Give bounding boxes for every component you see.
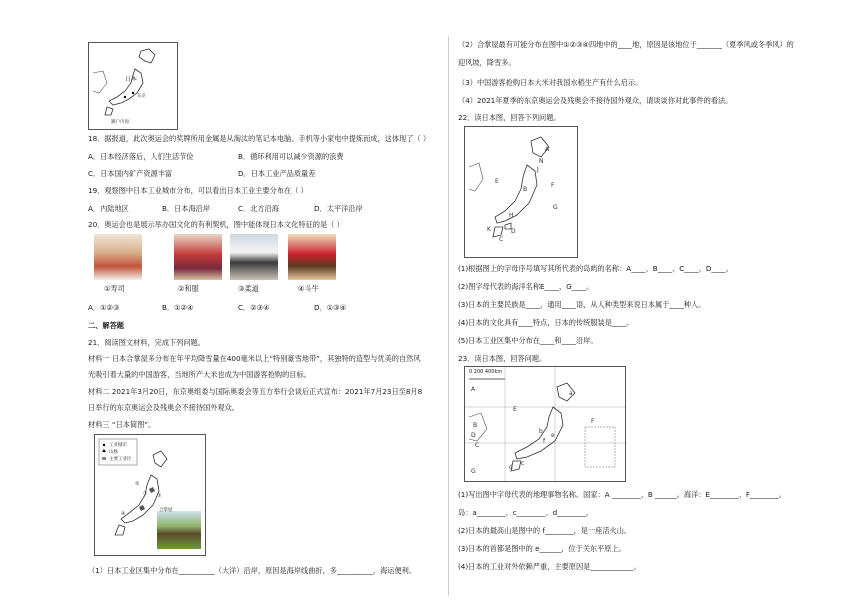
bullfight-photo	[288, 234, 336, 280]
q19-option-a: A．内陆地区	[88, 204, 129, 213]
legend-industrial-zone: 主要工业区	[109, 457, 132, 462]
q23-label-e-city: e	[551, 432, 555, 439]
legend-industrial-city: 工业城市	[109, 443, 127, 448]
q18-option-b: B．循环利用可以减少资源的浪费	[238, 152, 344, 161]
q19-option-d: D．太平洋沿岸	[314, 204, 363, 213]
q23-label-d-island: d	[509, 464, 513, 471]
q23-stem: 23．读日本图，回答问题。	[458, 354, 547, 363]
q21-part3: （3）中国游客抢购日本大米对我国水稻生产有什么启示。	[458, 78, 643, 87]
q23-label-b: B	[473, 422, 478, 429]
q22-label-e: E	[495, 178, 499, 185]
caption-kimono: ②和服	[178, 284, 199, 293]
q20-option-c: C．②③④	[238, 303, 270, 312]
q23-scale-bar: 0 200 400km	[469, 369, 503, 375]
q23-label-c: C	[475, 442, 480, 449]
japan-sketch-map	[94, 434, 206, 556]
q18-option-c: C．日本国内矿产资源丰富	[88, 169, 173, 178]
q23-part1-line2: 岛：a________、c________、d________。	[458, 508, 594, 517]
q22-label-h: H	[509, 212, 514, 219]
q23-label-b-island: b	[539, 428, 543, 435]
q21-part2-line2: 迎风坡，降雪多。	[458, 58, 516, 67]
judo-photo	[230, 234, 278, 280]
q22-label-n: N	[539, 158, 544, 165]
q18-stem: 18．据报道，此次奥运会的奖牌所用金属是从淘汰的笔记本电脑、手机等小家电中提炼而成，这体现了（ ）	[88, 134, 431, 143]
q23-label-e: E	[513, 406, 517, 413]
q22-label-d: D	[511, 228, 516, 235]
q22-label-k: K	[487, 226, 491, 233]
q21-material3: 材料三 “日本简图”。	[88, 420, 156, 429]
q20-option-a: A．①②③	[88, 303, 120, 312]
section-heading: 二、解答题	[88, 321, 124, 330]
q22-part3: (3)日本的主要民族是____，通用____语，从人种类型来说日本属于____种人。	[458, 300, 706, 309]
q21-stem: 21．阅读图文材料，完成下列问题。	[88, 338, 205, 347]
q23-label-c-island: c	[521, 460, 525, 467]
q22-part2: (2)图字母代表的海洋名称E____、G____。	[458, 282, 594, 291]
q21-material2-line2: 日举行的东京奥运会及残奥会不接待国外观众。	[88, 403, 239, 412]
q21-material1-line2: 光吸引着大量的中国游客，当地所产大米也成为中国游客抢购的目标。	[88, 370, 311, 379]
q23-part3: (3)日本的首都是图中的 e______，位于关东平原上。	[458, 544, 626, 553]
sushi-photo	[94, 234, 142, 280]
japan-map-q23	[464, 366, 626, 482]
q21-part1: （1）日本工业区集中分布在__________（大洋）沿岸，原因是海岸线曲折，多__________，海运便利。	[88, 566, 417, 575]
svg-text:②: ②	[135, 481, 140, 487]
caption-bullfight: ④斗牛	[298, 284, 319, 293]
q22-label-g: G	[553, 204, 558, 211]
japan-map-q22	[464, 126, 578, 258]
q18-option-a: A．日本经济落后，人们生活节俭	[88, 152, 194, 161]
q22-part4: (4)日本的文化具有____特点，日本的传统服装是____。	[458, 318, 634, 327]
q21-material1-line1: 材料一 日本合掌屋多分布在年平均降雪量在400毫米以上“特别豪雪地带”，其独特的造型与优美的自然风	[88, 354, 421, 363]
japan-outline-map-small	[88, 42, 178, 130]
q23-part4: (4)日本的工业对外依赖严重，主要原因是____________。	[458, 562, 641, 571]
q23-label-d: D	[471, 432, 476, 439]
q22-label-a: A	[545, 146, 550, 153]
q21-part4: （4）2021年夏季的东京奥运会及残奥会不接待国外观众，请谈谈你对此事件的看法。	[458, 96, 733, 105]
q21-part2-line1: （2）合掌屋最有可能分布在图中①②③④四地中的____地，原因是该地位于_______（夏季风或冬季风）的	[458, 40, 794, 49]
q22-stem: 22．读日本图，回答下列问题。	[458, 113, 561, 122]
q21-material2-line1: 材料二 2021年3月20日，东京奥组委与国际奥委会等五方举行会谈后正式宣布：2021年7月23日至8月8	[88, 387, 423, 396]
q22-part1: (1)根据图上的字母序号填写其所代表的岛屿的名称：A____、B____、C____、D____。	[458, 264, 733, 273]
q23-part2: (2)日本的最高山是图中的 f________，是一座活火山。	[458, 526, 632, 535]
caption-judo: ③柔道	[238, 284, 259, 293]
q22-label-b: B	[523, 186, 528, 193]
q23-label-a-island: a	[569, 390, 573, 397]
q20-stem: 20．奥运会也是展示举办国文化的有利契机，图中能体现日本文化特征的是（ ）	[88, 220, 344, 229]
q23-label-a: A	[471, 386, 476, 393]
gassho-house-photo	[157, 511, 201, 549]
q23-label-f-ocean: F	[591, 418, 595, 425]
map-label-seto: 濑户内海	[111, 120, 129, 125]
kimono-photo	[174, 234, 222, 280]
map-label-japan: 日本	[125, 76, 138, 83]
svg-text:③: ③	[157, 493, 162, 499]
q19-stem: 19．观察图中日本工业城市分布，可以看出日本工业主要分布在（ ）	[88, 186, 308, 195]
q22-label-j: J	[537, 166, 539, 173]
legend-mountains: 山脉	[109, 450, 118, 455]
q22-part5: (5)日本工业区集中分布在____和____沿岸。	[458, 336, 598, 345]
q19-option-b: B．日本海沿岸	[162, 204, 211, 213]
q19-option-c: C．北方沿海	[238, 204, 279, 213]
map-label-tokyo: 东京	[137, 94, 146, 99]
q23-label-g: G	[471, 468, 476, 475]
gassho-house-label: 合掌屋	[159, 508, 173, 513]
q20-option-d: D．①③④	[314, 303, 347, 312]
column-divider	[448, 36, 449, 596]
q22-label-f: F	[551, 182, 555, 189]
q23-part1-line1: (1)写出图中字母代表的地理事物名称。国家：A ________、B ______。海洋：E________、F________。	[458, 490, 786, 499]
svg-text:④: ④	[121, 511, 126, 517]
q22-label-c: C	[499, 236, 504, 243]
svg-text:①: ①	[143, 491, 148, 497]
q20-option-b: B．①②④	[162, 303, 194, 312]
q23-label-f-mountain: f	[543, 438, 546, 445]
caption-sushi: ①寿司	[104, 284, 125, 293]
q18-option-d: D．日本工业产品质量差	[238, 169, 316, 178]
